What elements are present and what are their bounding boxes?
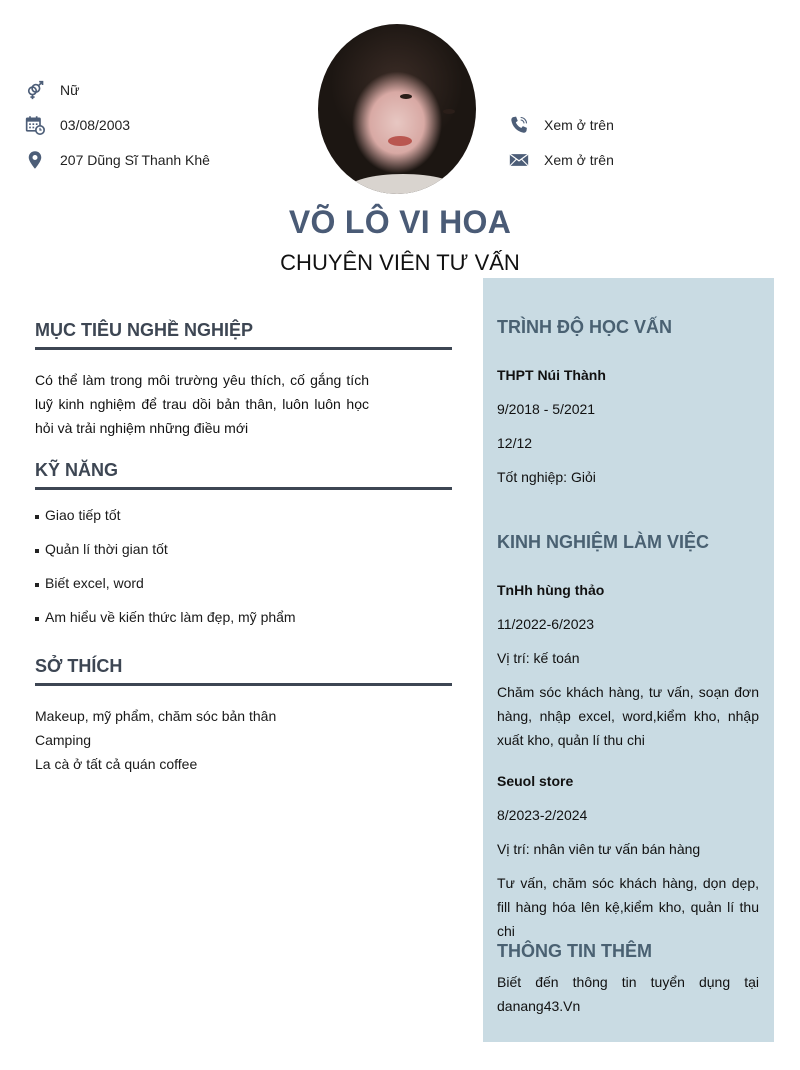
address-value: 207 Dũng Sĩ Thanh Khê xyxy=(60,152,210,168)
job-company: Seuol store xyxy=(497,773,574,789)
candidate-name: VÕ LÔ VI HOA xyxy=(288,204,512,240)
contact-phone xyxy=(508,114,614,136)
side-panel xyxy=(483,278,774,1042)
education-result: Tốt nghiệp: Giỏi xyxy=(497,469,596,485)
education-school: THPT Núi Thành xyxy=(497,367,606,383)
hobby-item: La cà ở tất cả quán coffee xyxy=(35,756,198,772)
job-position: Vị trí: nhân viên tư vấn bán hàng xyxy=(497,841,701,857)
contact-email xyxy=(508,149,614,171)
skills-heading: KỸ NĂNG xyxy=(35,460,452,490)
job-description: Chăm sóc khách hàng, tư vấn, soạn đơn hàng, nhập excel, word,kiểm kho, nhập xuất kho, quản lí thu chi xyxy=(497,684,759,748)
hobbies-list xyxy=(35,704,452,776)
skill-item: Biết excel, word xyxy=(35,574,452,592)
job-period: 8/2023-2/2024 xyxy=(497,807,588,823)
calendar-icon xyxy=(24,114,46,136)
hobby-item: Makeup, mỹ phẩm, chăm sóc bản thân xyxy=(35,708,277,724)
objective-heading: MỤC TIÊU NGHỀ NGHIỆP xyxy=(35,320,452,350)
hobbies-heading: SỞ THÍCH xyxy=(35,656,452,686)
contact-address xyxy=(24,149,210,171)
hobby-item: Camping xyxy=(35,732,92,748)
skills-list xyxy=(35,506,452,626)
location-pin-icon xyxy=(24,149,46,171)
job-position: Vị trí: kế toán xyxy=(497,650,580,666)
experience-heading: KINH NGHIỆM LÀM VIỆC xyxy=(497,532,710,552)
job-description: Tư vấn, chăm sóc khách hàng, dọn dẹp, fill hàng hóa lên kệ,kiểm kho, quản lí thu chi xyxy=(497,875,759,939)
birthdate-value: 03/08/2003 xyxy=(60,117,131,133)
job-period: 11/2022-6/2023 xyxy=(497,616,595,632)
education-period: 9/2018 - 5/2021 xyxy=(497,401,596,417)
email-icon xyxy=(508,149,530,171)
skill-item: Quản lí thời gian tốt xyxy=(35,540,452,558)
gender-value: Nữ xyxy=(60,82,80,98)
education-heading: TRÌNH ĐỘ HỌC VẤN xyxy=(497,317,672,337)
objective-text: Có thể làm trong môi trường yêu thích, cố gắng tích luỹ kinh nghiệm để trau dồi bản thân, luôn luôn học hỏi và trải nghiệm những điều mới xyxy=(35,372,369,436)
phone-icon xyxy=(508,114,530,136)
contact-gender xyxy=(24,79,79,101)
bullet-icon xyxy=(35,549,39,553)
additional-text: Biết đến thông tin tuyển dụng tại danang43.Vn xyxy=(497,974,759,1014)
left-column xyxy=(35,320,452,776)
gender-icon xyxy=(24,79,46,101)
additional-heading: THÔNG TIN THÊM xyxy=(497,941,652,961)
bullet-icon xyxy=(35,583,39,587)
contact-birthdate xyxy=(24,114,130,136)
job-company: TnHh hùng thảo xyxy=(497,582,605,598)
email-value: Xem ở trên xyxy=(544,152,614,168)
job-title: CHUYÊN VIÊN TƯ VẤN xyxy=(280,250,520,275)
avatar xyxy=(318,24,476,194)
skill-item: Giao tiếp tốt xyxy=(35,506,452,524)
education-grade: 12/12 xyxy=(497,435,533,451)
skill-item: Am hiểu về kiến thức làm đẹp, mỹ phẩm xyxy=(35,608,452,626)
bullet-icon xyxy=(35,515,39,519)
bullet-icon xyxy=(35,617,39,621)
phone-value: Xem ở trên xyxy=(544,117,614,133)
